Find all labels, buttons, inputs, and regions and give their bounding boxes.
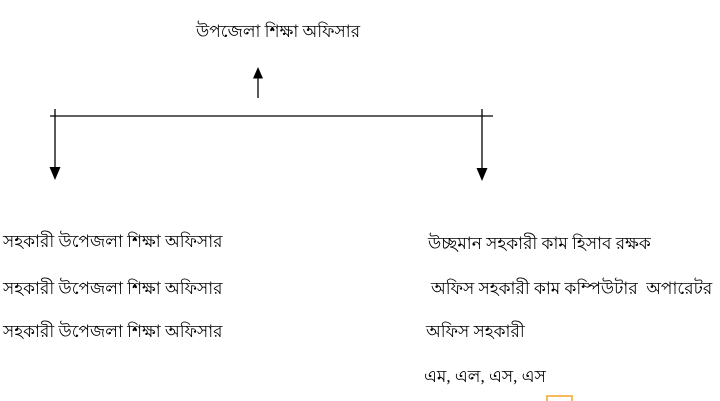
right-role-item: উচ্ছমান সহকারী কাম হিসাব রক্ষক [428, 234, 651, 253]
right-role-item: অফিস সহকারী [426, 322, 525, 341]
left-role-item: সহকারী উপেজলা শিক্ষা অফিসার [3, 232, 223, 251]
right-role-item: এম, এল, এস, এস [424, 367, 546, 386]
right-down-arrow-icon [477, 109, 488, 181]
right-role-item: অফিস সহকারী কাম কম্পিউটার অপারেটর [431, 279, 713, 298]
up-arrow-icon [253, 67, 263, 98]
diagram-title: উপজেলা শিক্ষা অফিসার [196, 22, 361, 41]
selection-handle [546, 395, 573, 401]
left-role-item: সহকারী উপেজলা শিক্ষা অফিসার [3, 322, 223, 341]
left-role-item: সহকারী উপেজলা শিক্ষা অফিসার [3, 279, 223, 298]
left-down-arrow-icon [50, 109, 61, 180]
